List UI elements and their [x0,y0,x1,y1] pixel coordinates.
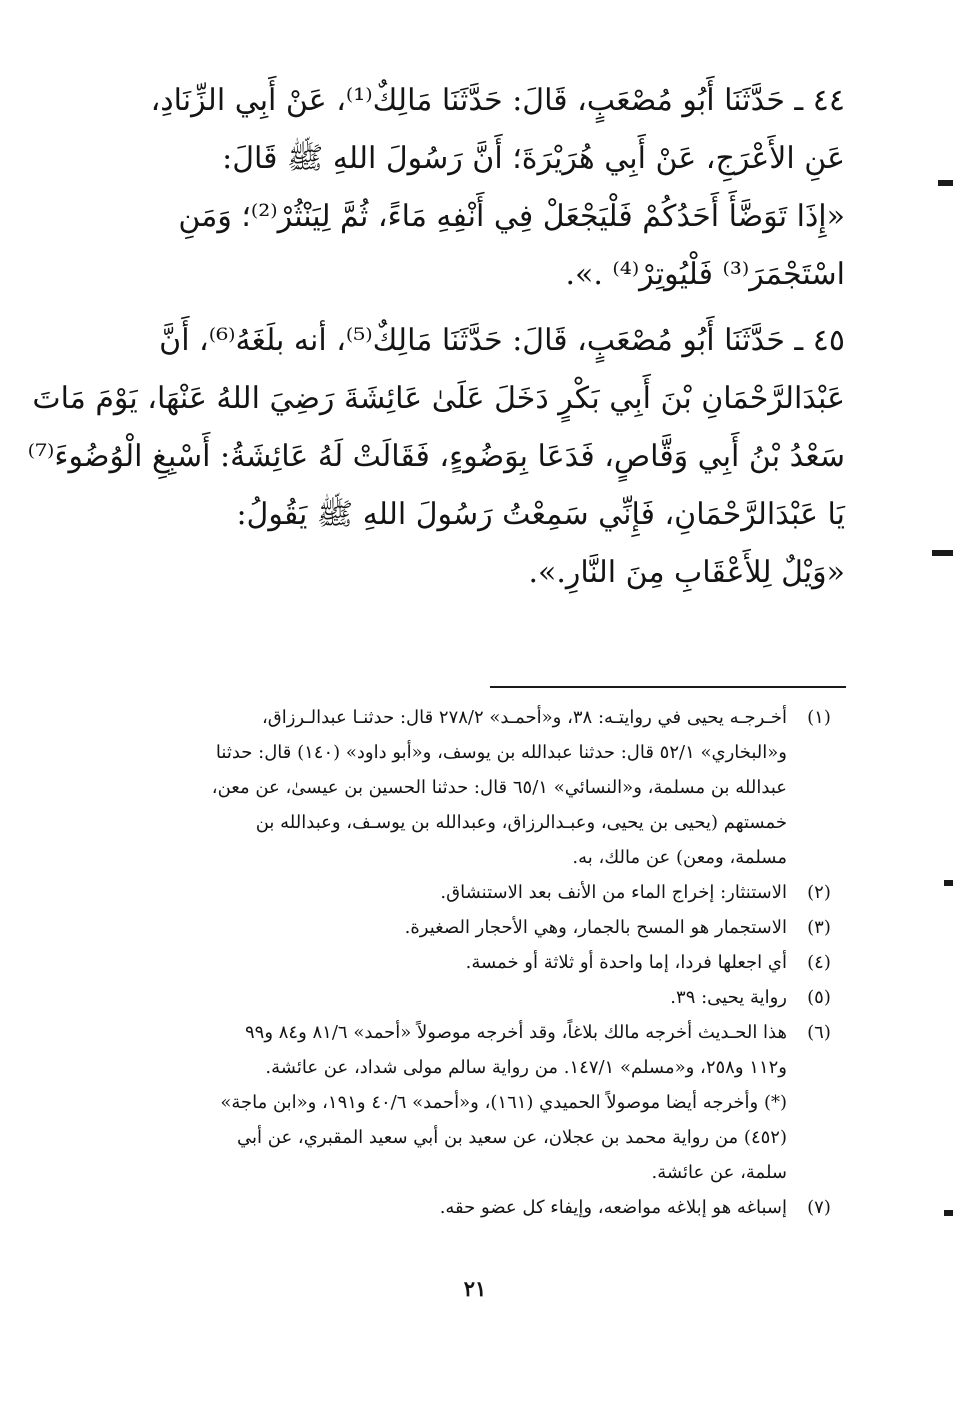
footnote-line: و١١٢ و٢٥٨، و«مسلم» ١٤٧/١. من رواية سالم مولى شداد، عن عائشة. [265,1057,787,1078]
text-line: عَبْدَالرَّحْمَانِ بْنَ أَبِي بَكْرٍ دَخَلَ عَلَىٰ عَائِشَةَ رَضِيَ اللهُ عَنْهَا، يَوْمَ مَاتَ [32,381,845,416]
footnote-number: (٧) [807,1197,831,1218]
footnote-separator [490,686,846,688]
footnote-4 [140,945,845,980]
footnotes [140,700,845,1225]
footnote-line: (*) وأخرجه أيضا موصولاً الحميدي (١٦١)، و«أحمد» ٤٠/٦ و١٩١، و«ابن ماجة» [220,1092,787,1113]
hadith-45 [27,312,845,602]
text-line: سَعْدُ بْنُ أَبِي وَقَّاصٍ، فَدَعَا بِوَضُوءٍ، فَقَالَتْ لَهُ عَائِشَةُ: أَسْبِغِ الْوُضُوءَ⁽⁷⁾ [27,439,845,474]
footnote-number: (١) [807,707,831,728]
footnote-line: (٤٥٢) من رواية محمد بن عجلان، عن سعيد بن أبي سعيد المقبري، عن أبي [237,1127,787,1148]
footnote-line: هذا الحـديث أخرجه مالك بلاغاً، وقد أخرجه موصولاً «أحمد» ٨١/٦ و٨٤ و٩٩ [244,1022,787,1043]
footnote-line: و«البخاري» ٥٢/١ قال: حدثنا عبدالله بن يوسف، و«أبو داود» (١٤٠) قال: حدثنا [215,742,787,763]
footnote-line: سلمة، عن عائشة. [651,1162,787,1183]
footnote-number: (٥) [807,987,831,1008]
text-line: «إِذَا تَوَضَّأَ أَحَدُكُمْ فَلْيَجْعَلْ فِي أَنْفِهِ مَاءً، ثُمَّ لِيَنْثُرْ⁽²⁾؛ وَمَنِ [178,199,845,234]
footnote-number: (٣) [807,917,831,938]
scan-edge-mark [932,550,953,556]
footnote-line: الاستجمار هو المسح بالجمار، وهي الأحجار الصغيرة. [404,917,787,938]
footnote-number: (٦) [807,1022,831,1043]
footnote-line: مسلمة، ومعن) عن مالك، به. [572,847,787,868]
page-number: ٢١ [463,1276,487,1301]
footnote-number: (٢) [807,882,831,903]
footnote-2 [140,875,845,910]
scan-edge-mark [944,1210,953,1216]
footnote-line: أخـرجـه يحيى في روايتـه: ٣٨، و«أحمـد» ٢٧٨/٢ قال: حدثنـا عبدالـرزاق، [261,707,787,728]
footnote-1 [140,700,845,875]
footnote-line: عبدالله بن مسلمة، و«النسائي» ٦٥/١ قال: حدثنا الحسين بن عيسىٰ، عن معن، [211,777,787,798]
hadith-44 [130,72,845,304]
footnote-line: الاستنثار: إخراج الماء من الأنف بعد الاستنشاق. [440,882,787,903]
text-line: ٤٤ ـ حَدَّثَنَا أَبُو مُصْعَبٍ، قَالَ: حَدَّثَنَا مَالِكٌ⁽¹⁾، عَنْ أَبِي الزِّنَادِ، [150,83,845,118]
text-line: يَا عَبْدَالرَّحْمَانِ، فَإِنِّي سَمِعْتُ رَسُولَ اللهِ ﷺ يَقُولُ: [236,497,845,532]
text-line: «وَيْلٌ لِلأَعْقَابِ مِنَ النَّارِ.». [528,555,845,590]
scan-edge-mark [944,880,953,886]
footnote-number: (٤) [807,952,831,973]
scan-edge-mark [938,180,953,186]
text-line: اسْتَجْمَرَ⁽³⁾ فَلْيُوتِرْ⁽⁴⁾ .». [565,257,845,292]
footnote-line: إسباغه هو إبلاغه مواضعه، وإيفاء كل عضو حقه. [439,1197,787,1218]
footnote-5 [140,980,845,1015]
footnote-line: خمستهم (يحيى بن يحيى، وعبـدالرزاق، وعبدالله بن يوسـف، وعبدالله بن [255,812,787,833]
text-line: ٤٥ ـ حَدَّثَنَا أَبُو مُصْعَبٍ، قَالَ: حَدَّثَنَا مَالِكٌ⁽⁵⁾، أنه بلَغَهُ⁽⁶⁾، أَنَّ [159,323,845,358]
footnote-line: رواية يحيى: ٣٩. [670,987,787,1008]
footnote-line: أي اجعلها فردا، إما واحدة أو ثلاثة أو خمسة. [465,952,787,973]
text-line: عَنِ الأَعْرَجِ، عَنْ أَبِي هُرَيْرَةَ؛ أَنَّ رَسُولَ اللهِ ﷺ قَالَ: [222,141,845,176]
footnote-3 [140,910,845,945]
footnote-7 [140,1190,845,1225]
footnote-6 [140,1015,845,1190]
